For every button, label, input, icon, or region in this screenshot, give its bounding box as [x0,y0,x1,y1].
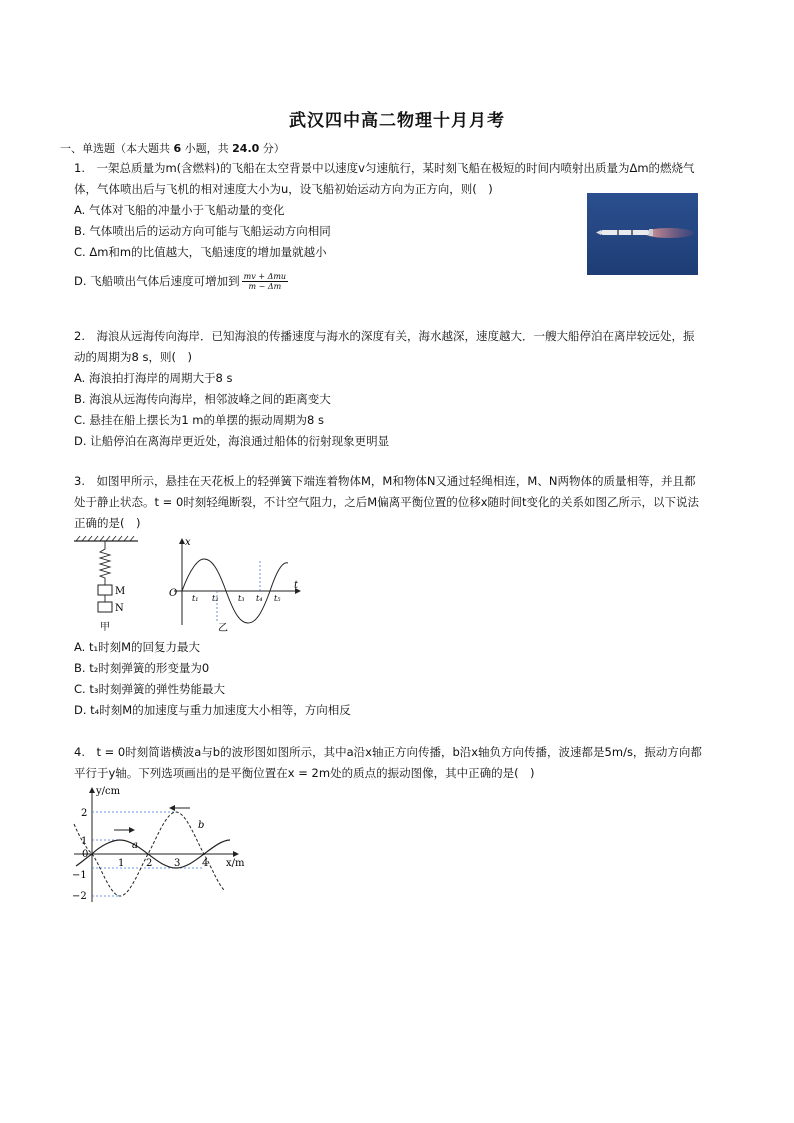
section-score: 24.0 [232,142,260,155]
y-axis-label: y/cm [96,786,121,797]
q3-option-c: C. t₃时刻弹簧的弹性势能最大 [74,682,225,696]
q1-option-d [74,272,288,291]
x-axis-label: x/m [226,858,245,869]
q3-stem-line2: 处于静止状态。t = 0时刻轻绳断裂，不计空气阻力，之后M偏离平衡位置的位移x随时间t变化的关系如图乙所示，以下说法 [74,495,700,509]
q3-option-b: B. t₂时刻弹簧的形变量为0 [74,661,210,675]
wave-a-label: a [132,840,138,851]
q1-option-b: B. 气体喷出后的运动方向可能与飞船运动方向相同 [74,224,331,238]
xtick-2: 2 [146,858,153,869]
q3-option-a: A. t₁时刻M的回复力最大 [74,640,201,654]
label-m: M [115,586,126,597]
q3-figure-jia [70,535,150,635]
spring [100,541,110,585]
fraction-numerator: mv + Δmu [243,272,287,281]
block-m [98,585,112,595]
ytick-neg1: −1 [72,870,87,881]
exam-title: 武汉四中高二物理十月月考 [289,111,505,131]
ceiling-hatching [76,536,134,541]
q3-option-d: D. t₄时刻M的加速度与重力加速度大小相等，方向相反 [74,703,351,717]
q1-stem-line1: 1. 一架总质量为m(含燃料)的飞船在太空背景中以速度v匀速航行，某时刻飞船在极短的时间内喷射出质量为Δm的燃烧气 [74,161,695,175]
xtick-3: 3 [174,858,181,869]
ytick-2: 2 [81,808,88,819]
q3-stem-line3: 正确的是( ) [74,516,141,530]
section-suffix: 分） [262,142,285,155]
wave-origin-label: 0 [82,849,89,860]
tick-t3: t₃ [238,594,245,603]
q2-stem-line1: 2. 海浪从远海传向海岸．已知海浪的传播速度与海水的深度有关，海水越深，速度越大．一艘大船停泊在离岸较远处，振 [74,329,695,343]
q1-stem-line2: 体，气体喷出后与飞机的相对速度大小为u，设飞船初始运动方向为正方向，则( ) [74,182,493,196]
q2-option-d: D. 让船停泊在离海岸更近处，海浪通过船体的衍射现象更明显 [74,434,390,448]
section-mid: 小题，共 [184,142,229,155]
tick-t4: t₄ [256,594,263,603]
q4-stem-line1: 4. t = 0时刻简谐横波a与b的波形图如图所示，其中a沿x轴正方向传播，b沿x轴负方向传播，波速都是5m/s，振动方向都 [74,745,702,759]
section-heading [60,140,285,156]
q2-option-c: C. 悬挂在船上摆长为1 m的单摆的振动周期为8 s [74,413,324,427]
xtick-1: 1 [118,858,125,869]
wave-b-label: b [198,820,205,831]
q3-figure-yi [160,533,310,635]
fraction-denominator: m − Δm [248,282,282,291]
ytick-neg2: −2 [72,891,87,902]
q1-option-c: C. Δm和m的比值越大，飞船速度的增加量就越小 [74,245,327,259]
label-n: N [115,603,124,614]
ytick-1: 1 [81,836,88,847]
q4-stem-line2: 平行于y轴。下列选项画出的是平衡位置在x = 2m处的质点的振动图像，其中正确的是( ) [74,766,535,780]
q4-wave-figure [68,784,258,908]
q1-option-d-fraction [242,272,288,291]
q1-option-d-text: D. 飞船喷出气体后速度可增加到 [74,274,240,288]
axis-label-t: t [294,580,299,591]
block-n [98,602,112,612]
section-prefix: 一、单选题（本大题共 [60,142,170,155]
axis-label-x: x [185,537,191,548]
spaceship-photo [587,193,698,275]
q2-option-b: B. 海浪从远海传向海岸，相邻波峰之间的距离变大 [74,392,331,406]
tick-t1: t₁ [192,594,199,603]
q2-stem-line2: 动的周期为8 s，则( ) [74,350,192,364]
xtick-4: 4 [202,858,209,869]
caption-jia: 甲 [100,622,110,633]
q2-option-a: A. 海浪拍打海岸的周期大于8 s [74,371,233,385]
tick-t5: t₅ [274,594,281,603]
origin-label: O [169,588,178,599]
tick-t2: t₂ [212,594,219,603]
q3-stem-line1: 3. 如图甲所示，悬挂在天花板上的轻弹簧下端连着物体M，M和物体N又通过轻绳相连，M、N两物体的质量相等，并且都 [74,474,696,488]
q1-option-a: A. 气体对飞船的冲量小于飞船动量的变化 [74,203,285,217]
section-count: 6 [173,142,182,155]
caption-yi: 乙 [218,623,228,634]
